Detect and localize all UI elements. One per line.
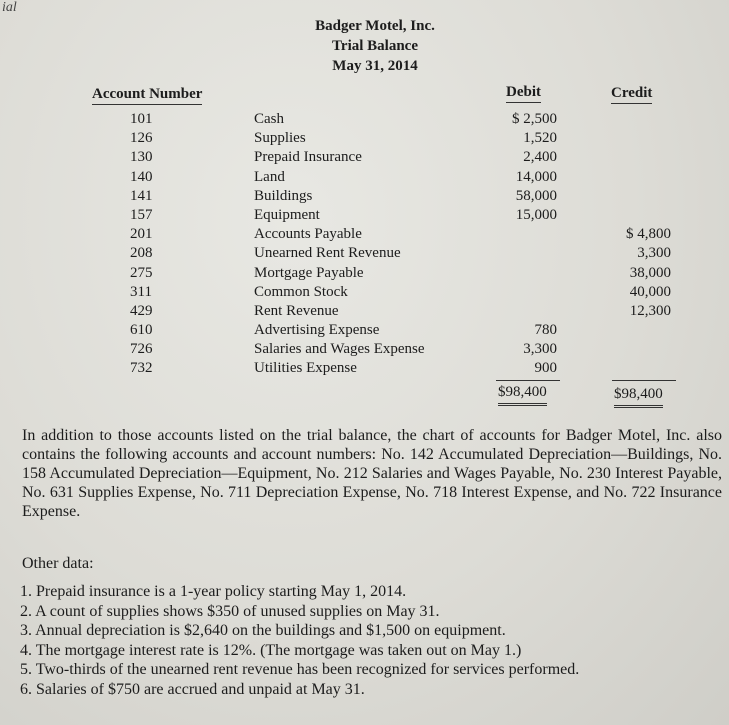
account-number: 141 <box>130 187 153 204</box>
debit-amount: $ 2,500 <box>512 111 557 127</box>
trial-balance-rows <box>0 110 729 379</box>
account-row <box>0 359 729 378</box>
account-name: Utilities Expense <box>254 360 357 377</box>
account-name: Equipment <box>254 206 320 223</box>
account-name: Mortgage Payable <box>254 264 364 281</box>
account-number: 275 <box>130 264 153 281</box>
credit-amount: 38,000 <box>629 264 671 281</box>
debit-amount: 15,000 <box>515 206 557 223</box>
account-name: Unearned Rent Revenue <box>254 245 401 262</box>
debit-amount: 58,000 <box>515 187 557 204</box>
debit-total: $98,400 <box>498 384 547 406</box>
other-data-list <box>20 582 725 699</box>
account-number: 140 <box>130 168 153 185</box>
other-data-item: 4. The mortgage interest rate is 12%. (The mortgage was taken out on May 1.) <box>20 641 522 659</box>
account-name: Accounts Payable <box>254 226 362 243</box>
account-number: 726 <box>130 341 153 358</box>
account-row <box>0 110 729 129</box>
account-row <box>0 206 729 225</box>
other-data-item: 6. Salaries of $750 are accrued and unpaid at May 31. <box>20 680 365 698</box>
account-row <box>0 264 729 283</box>
account-row <box>0 148 729 167</box>
account-row <box>0 225 729 244</box>
account-name: Land <box>254 168 285 185</box>
other-data-item: 2. A count of supplies shows $350 of unused supplies on May 31. <box>20 602 440 620</box>
debit-amount: 3,300 <box>523 341 557 358</box>
account-name: Common Stock <box>254 283 348 300</box>
other-data-item: 5. Two-thirds of the unearned rent revenue has been recognized for services performed. <box>20 661 580 678</box>
other-data-label: Other data: <box>22 555 94 572</box>
debit-amount: 780 <box>534 322 557 339</box>
statement-title: Trial Balance <box>332 38 418 54</box>
statement-date: May 31, 2014 <box>332 58 418 74</box>
credit-amount: 40,000 <box>629 283 671 300</box>
account-row <box>0 340 729 359</box>
account-name: Supplies <box>254 130 306 147</box>
debit-total-rule <box>496 380 560 381</box>
account-number: 101 <box>130 111 153 127</box>
account-row <box>0 302 729 321</box>
credit-amount: $ 4,800 <box>626 226 671 243</box>
account-number: 130 <box>130 149 153 166</box>
credit-amount: 12,300 <box>629 302 671 319</box>
chart-of-accounts-paragraph: In addition to those accounts listed on the trial balance, the chart of accounts for Badger Motel, Inc. also contains the following accounts and account numbers: No. 142 Accumulated Depreciation—Buildings, No. 158 Accumulated Depreciation—Equipment, No. 212 Salaries and Wages Payable, No. 230 Interest Payable, No. 631 Supplies Expense, No. 711 Depreciation Expense, No. 718 Interest Expense, and No. 722 Insurance Expense. <box>22 427 722 520</box>
account-number: 201 <box>130 226 153 243</box>
credit-amount: 3,300 <box>637 245 671 262</box>
account-row <box>0 168 729 187</box>
account-name: Advertising Expense <box>254 322 380 339</box>
account-row <box>0 283 729 302</box>
company-name: Badger Motel, Inc. <box>315 18 435 34</box>
account-name: Buildings <box>254 187 313 204</box>
account-name: Rent Revenue <box>254 302 339 319</box>
account-row <box>0 187 729 206</box>
account-number: 732 <box>130 360 153 377</box>
page-corner-text: ial <box>2 0 17 15</box>
credit-total-rule <box>612 380 676 381</box>
account-number: 126 <box>130 130 153 147</box>
account-number: 311 <box>130 283 152 300</box>
account-number: 429 <box>130 302 153 319</box>
account-name: Salaries and Wages Expense <box>254 341 425 358</box>
account-number: 610 <box>130 322 153 339</box>
account-number-header: Account Number <box>92 86 202 105</box>
other-data-item: 3. Annual depreciation is $2,640 on the buildings and $1,500 on equipment. <box>20 622 506 639</box>
account-number: 208 <box>130 245 153 262</box>
debit-amount: 2,400 <box>523 149 557 166</box>
debit-amount: 14,000 <box>515 168 557 185</box>
debit-header: Debit <box>506 84 541 103</box>
account-row <box>0 129 729 148</box>
account-name: Prepaid Insurance <box>254 149 362 166</box>
account-name: Cash <box>254 111 284 127</box>
credit-total: $98,400 <box>614 386 663 408</box>
other-data-item: 1. Prepaid insurance is a 1-year policy starting May 1, 2014. <box>20 583 407 600</box>
debit-amount: 1,520 <box>523 130 557 147</box>
account-row <box>0 321 729 340</box>
account-row <box>0 244 729 263</box>
debit-amount: 900 <box>534 360 557 377</box>
statement-header <box>290 16 460 76</box>
account-number: 157 <box>130 206 153 223</box>
credit-header: Credit <box>611 85 652 104</box>
